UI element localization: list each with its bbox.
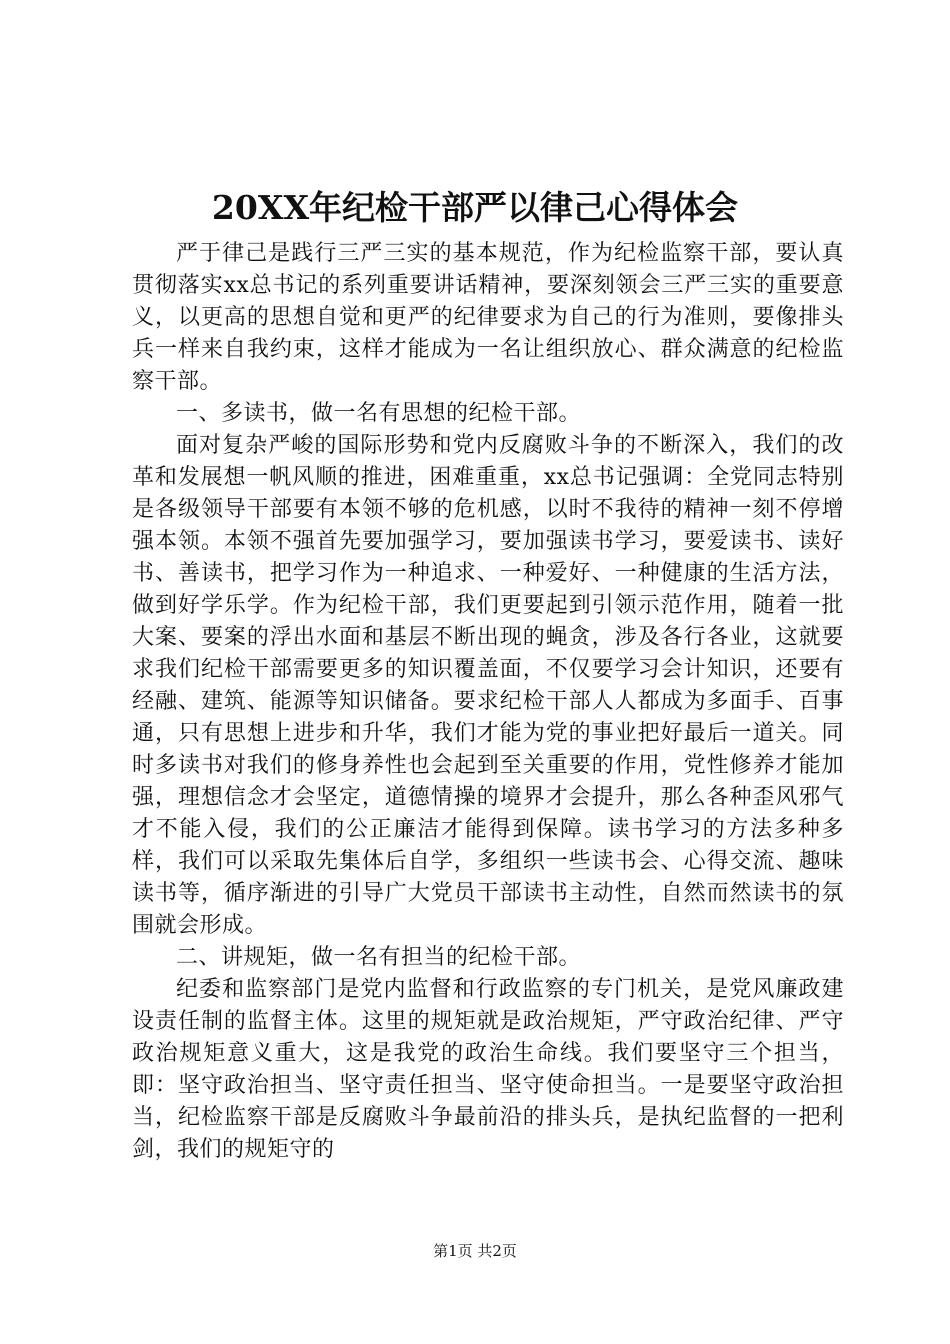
paragraph-intro: 严于律己是践行三严三实的基本规范，作为纪检监察干部，要认真贯彻落实xx总书记的系列重要讲话精神，要深刻领会三严三实的重要意义，以更高的思想自觉和更严的纪律要求为自己的行为准则，要像排头兵一样来自我约束，这样才能成为一名让组织放心、群众满意的纪检监察干部。: [132, 241, 844, 394]
paragraph-section-1: 面对复杂严峻的国际形势和党内反腐败斗争的不断深入，我们的改革和发展想一帆风顺的推进，困难重重，xx总书记强调：全党同志特别是各级领导干部要有本领不够的危机感，以时不我待的精神一刻不停增强本领。本领不强首先要加强学习，要加强读书学习，要爱读书、读好书、善读书，把学习作为一种追求、一种爱好、一种健康的生活方法，做到好学乐学。作为纪检干部，我们更要起到引领示范作用，随着一批大案、要案的浮出水面和基层不断出现的蝇贪，涉及各行各业，这就要求我们纪检干部需要更多的知识覆盖面，不仅要学习会计知识，还要有经融、建筑、能源等知识储备。要求纪检干部人人都成为多面手、百事通，只有思想上进步和升华，我们才能为党的事业把好最后一道关。同时多读书对我们的修身养性也会起到至关重要的作用，党性修养才能加强，理想信念才会坚定，道德情操的境界才会提升，那么各种歪风邪气才不能入侵，我们的公正廉洁才能得到保障。读书学习的方法多种多样，我们可以采取先集体后自学，多组织一些读书会、心得交流、趣味读书等，循序渐进的引导广大党员干部读书主动性，自然而然读书的氛围就会形成。: [132, 433, 844, 938]
document-title: 20XX年纪检干部严以律己心得体会: [211, 188, 739, 227]
paragraph-section-2: 纪委和监察部门是党内监督和行政监察的专门机关，是党风廉政建设责任制的监督主体。这里的规矩就是政治规矩，严守政治纪律、严守政治规矩意义重大，这是我党的政治生命线。我们要坚守三个担当，即：坚守政治担当、坚守责任担当、坚守使命担当。一是要坚守政治担当，纪检监察干部是反腐败斗争最前沿的排头兵，是执纪监督的一把利剑，我们的规矩守的: [132, 977, 844, 1162]
page-footer: 第1页 共2页: [433, 1242, 517, 1260]
heading-section-2: 二、讲规矩，做一名有担当的纪检干部。: [176, 945, 582, 970]
document-body: [132, 238, 844, 1166]
heading-section-1: 一、多读书，做一名有思想的纪检干部。: [176, 401, 582, 426]
